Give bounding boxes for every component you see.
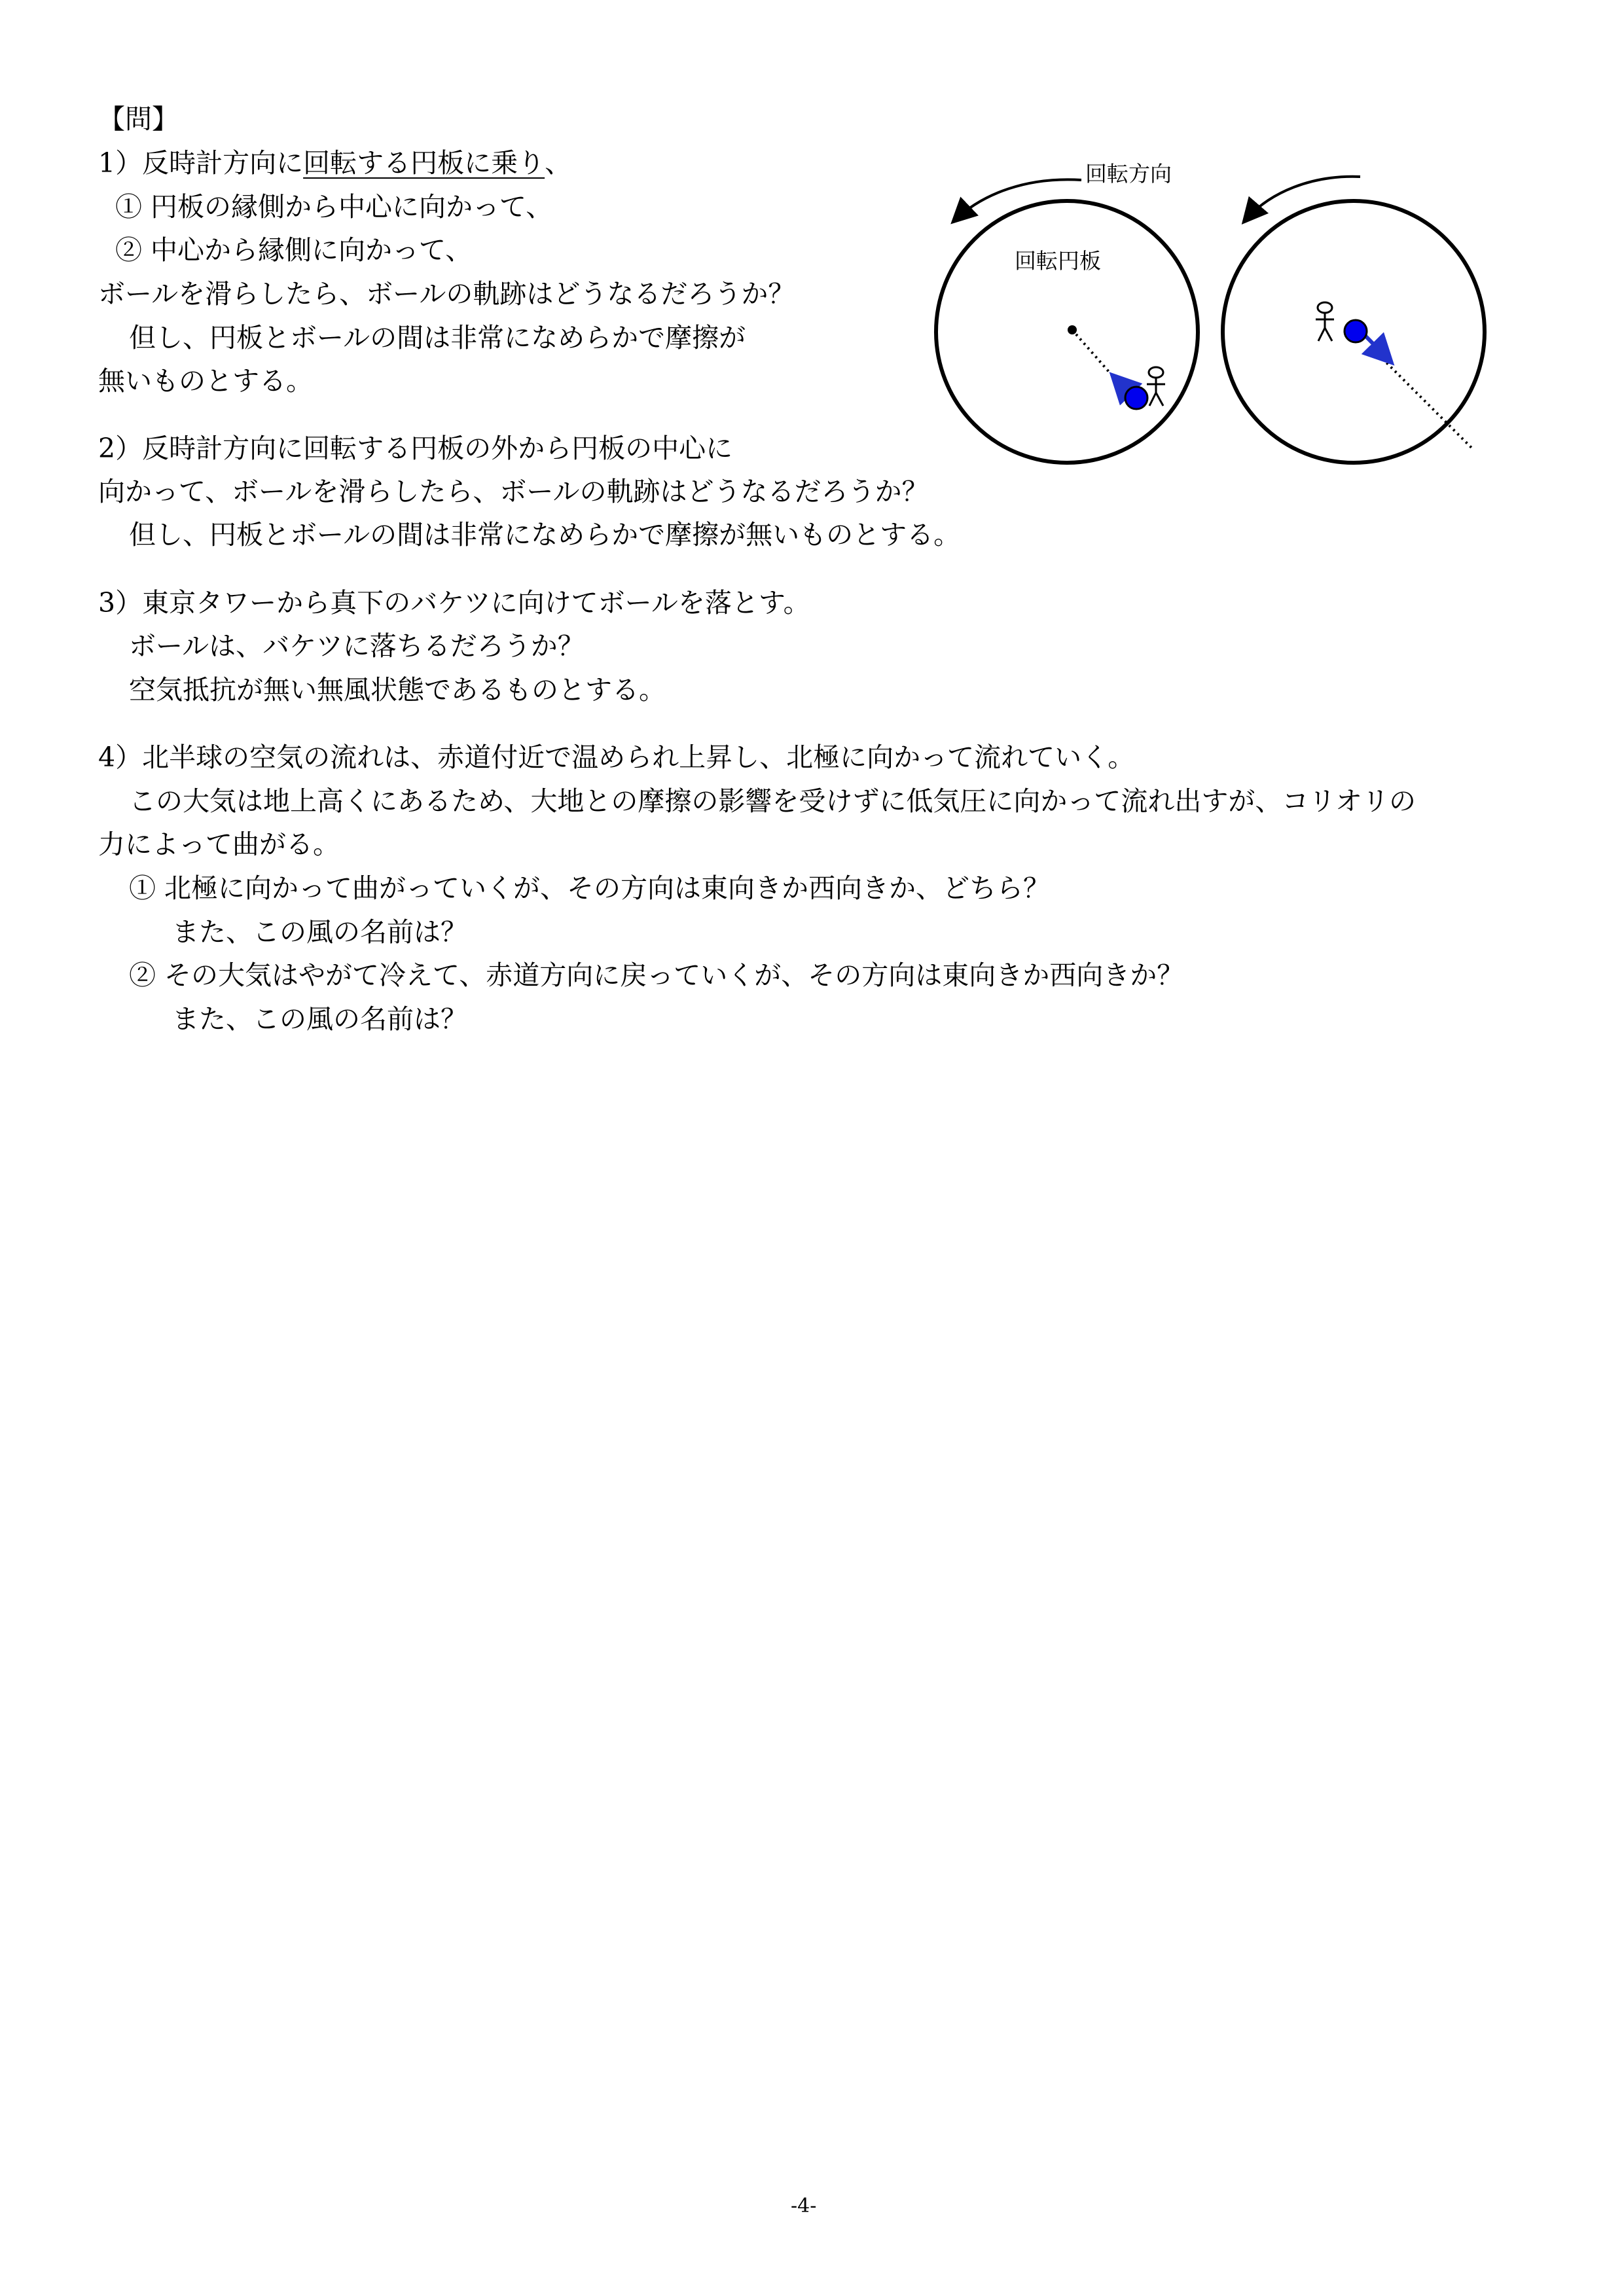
q4-line2: この大気は地上高くにあるため、大地との摩擦の影響を受けずに低気圧に向かって流れ出すが、コリオリの [129, 785, 1416, 817]
q1-line1-suffix: 、 [545, 147, 572, 179]
heading: 【問】 [98, 103, 179, 135]
q1-line5: 但し、円板とボールの間は非常になめらかで摩擦が [129, 322, 746, 353]
q2-line3: 但し、円板とボールの間は非常になめらかで摩擦が無いものとする。 [129, 519, 961, 550]
q1-item2: ② 中心から縁側に向かって、 [115, 234, 473, 266]
q3-line2: ボールは、バケツに落ちるだろうか？ [129, 630, 585, 662]
left-ball [1125, 387, 1147, 409]
right-trajectory-dotted [1382, 359, 1471, 448]
q4-line1: 4）北半球の空気の流れは、赤道付近で温められ上昇し、北極に向かって流れていく。 [98, 742, 1135, 773]
q3-line3: 空気抵抗が無い無風状態であるものとする。 [129, 674, 666, 706]
left-disk [936, 201, 1198, 463]
q1-line4: ボールを滑らしたら、ボールの軌跡はどうなるだろうか？ [98, 278, 795, 310]
q2-line1: 2）反時計方向に回転する円板の外から円板の中心に [98, 433, 733, 464]
rotating-disk-label: 回転円板 [1015, 248, 1101, 274]
q4-item1-sub: また、この風の名前は？ [172, 916, 467, 948]
q1-line1-prefix: 1）反時計方向に [98, 147, 304, 179]
rotating-disk-figure [929, 147, 1506, 488]
right-rotation-arrow [1245, 177, 1360, 221]
q4-item2-sub: また、この風の名前は？ [172, 1003, 467, 1035]
q4-item1: ① 北極に向かって曲がっていくが、その方向は東向きか西向きか、どちら？ [129, 872, 1051, 904]
q4-item2: ② その大気はやがて冷えて、赤道方向に戻っていくが、その方向は東向きか西向きか？ [129, 960, 1184, 991]
left-trajectory-dotted [1072, 330, 1114, 378]
right-person-icon [1316, 302, 1334, 341]
q3-line1: 3）東京タワーから真下のバケツに向けてボールを落とす。 [98, 587, 810, 619]
left-person-icon [1147, 367, 1165, 406]
q1-line6: 無いものとする。 [98, 365, 313, 397]
page-number: -4- [791, 2195, 817, 2217]
q4-line3: 力によって曲がる。 [98, 829, 340, 860]
q1-line1 [98, 147, 571, 179]
q1-item1: ① 円板の縁側から中心に向かって、 [115, 191, 553, 223]
q1-line1-underlined: 回転する円板に乗り [303, 147, 545, 179]
right-ball [1344, 320, 1367, 342]
rotation-direction-label: 回転方向 [1085, 161, 1172, 187]
q2-line2: 向かって、ボールを滑らしたら、ボールの軌跡はどうなるだろうか？ [98, 476, 929, 507]
